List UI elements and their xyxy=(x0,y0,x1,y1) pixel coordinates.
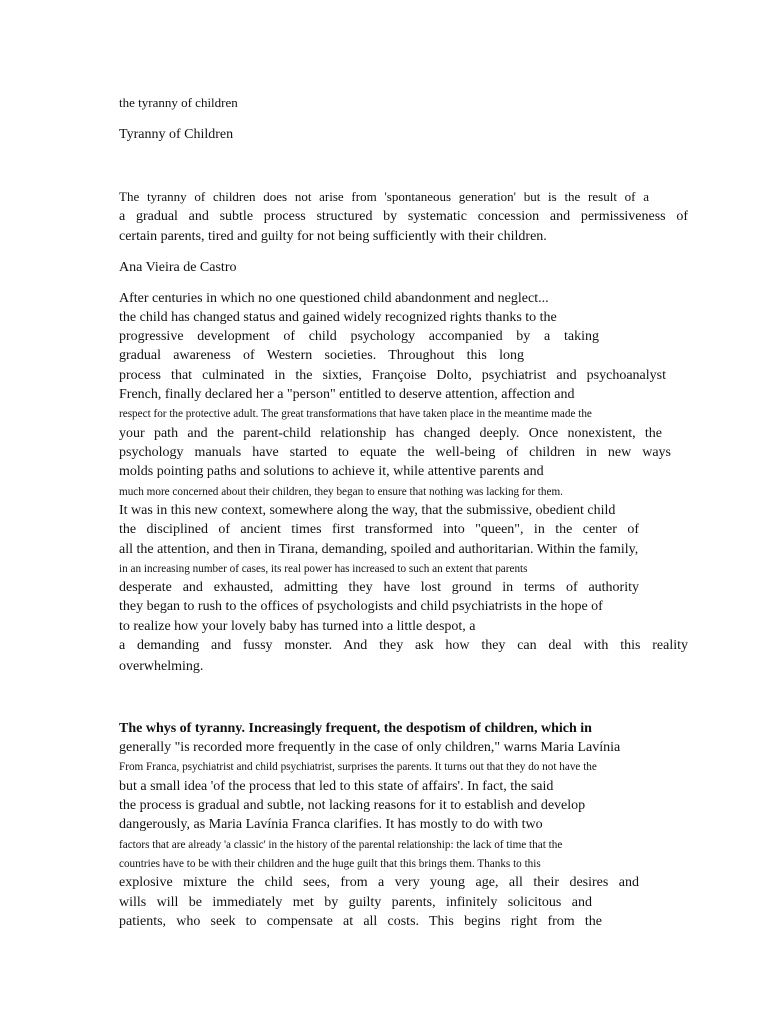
text-line: the disciplined of ancient times first transformed into "queen", in the center of xyxy=(119,522,639,537)
running-title: the tyranny of children xyxy=(119,95,238,110)
text-line: The tyranny of children does not arise from 'spontaneous generation' but is the result of a xyxy=(119,189,649,204)
text-line: your path and the parent-child relationship has changed deeply. Once nonexistent, the xyxy=(119,426,662,441)
text-line: molds pointing paths and solutions to achieve it, while attentive parents and xyxy=(119,464,544,479)
text-line: It was in this new context, somewhere along the way, that the submissive, obedient child xyxy=(119,503,616,518)
text-line: process that culminated in the sixties, Françoise Dolto, psychiatrist and psychoanalyst xyxy=(119,368,666,383)
text-line: dangerously, as Maria Lavínia Franca clarifies. It has mostly to do with two xyxy=(119,817,543,832)
text-line: respect for the protective adult. The great transformations that have taken place in the meantime made the xyxy=(119,408,592,420)
text-line: After centuries in which no one questioned child abandonment and neglect... xyxy=(119,291,549,306)
text-line: wills will be immediately met by guilty parents, infinitely solicitous and xyxy=(119,895,592,910)
text-line: in an increasing number of cases, its real power has increased to such an extent that parents xyxy=(119,563,528,575)
author-name: Ana Vieira de Castro xyxy=(119,260,237,275)
text-line: explosive mixture the child sees, from a very young age, all their desires and xyxy=(119,875,639,890)
text-line: the child has changed status and gained widely recognized rights thanks to the xyxy=(119,310,557,325)
text-line: generally "is recorded more frequently in the case of only children," warns Maria Lavínia xyxy=(119,740,621,755)
section-heading-line: The whys of tyranny. Increasingly frequent, the despotism of children, which in xyxy=(119,721,592,736)
text-line: overwhelming. xyxy=(119,659,204,674)
text-line: a gradual and subtle process structured by systematic concession and permissiveness of xyxy=(119,209,688,224)
text-line: gradual awareness of Western societies. Throughout this long xyxy=(119,348,524,363)
text-line: psychology manuals have started to equate the well-being of children in new ways xyxy=(119,445,671,460)
text-line: all the attention, and then in Tirana, demanding, spoiled and authoritarian. Within the family, xyxy=(119,542,639,557)
text-line: the process is gradual and subtle, not lacking reasons for it to establish and develop xyxy=(119,798,586,813)
text-line: factors that are already 'a classic' in the history of the parental relationship: the lack of time that the xyxy=(119,839,563,851)
text-line: much more concerned about their children, they began to ensure that nothing was lacking for them. xyxy=(119,486,563,498)
text-line: patients, who seek to compensate at all costs. This begins right from the xyxy=(119,914,602,929)
text-line: desperate and exhausted, admitting they have lost ground in terms of authority xyxy=(119,580,639,595)
text-line: From Franca, psychiatrist and child psychiatrist, surprises the parents. It turns out that they do not have the xyxy=(119,761,597,773)
text-line: progressive development of child psychology accompanied by a taking xyxy=(119,329,599,344)
text-line: countries have to be with their children and the huge guilt that this brings them. Thanks to this xyxy=(119,858,541,870)
text-line: they began to rush to the offices of psychologists and child psychiatrists in the hope of xyxy=(119,599,603,614)
text-line: certain parents, tired and guilty for not being sufficiently with their children. xyxy=(119,229,547,244)
page-title: Tyranny of Children xyxy=(119,127,234,142)
text-line: a demanding and fussy monster. And they ask how they can deal with this reality xyxy=(119,638,688,653)
text-line: French, finally declared her a "person" entitled to deserve attention, affection and xyxy=(119,387,575,402)
text-line: but a small idea 'of the process that led to this state of affairs'. In fact, the said xyxy=(119,779,554,794)
text-line: to realize how your lovely baby has turned into a little despot, a xyxy=(119,619,476,634)
